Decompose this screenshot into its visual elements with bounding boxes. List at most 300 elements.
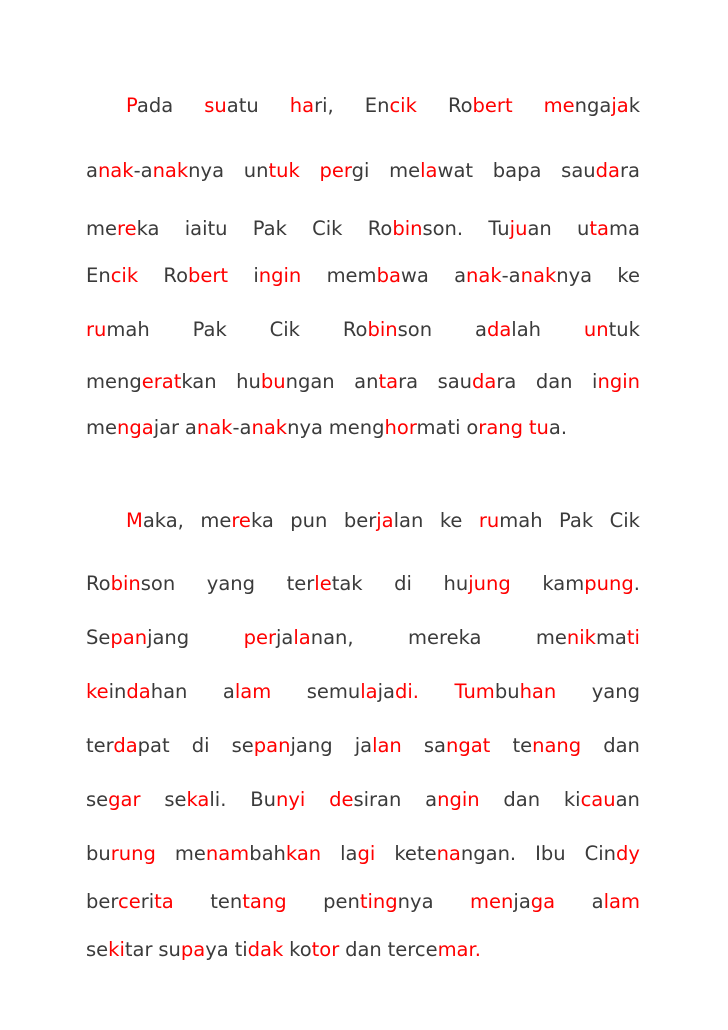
syllable: a bbox=[591, 890, 604, 913]
word bbox=[175, 838, 321, 870]
highlighted-syllable: tu bbox=[528, 416, 549, 439]
syllable: mah bbox=[106, 318, 150, 341]
word bbox=[244, 622, 354, 654]
highlighted-syllable: bu bbox=[260, 370, 286, 393]
word bbox=[503, 784, 540, 816]
syllable: Cik bbox=[269, 318, 300, 341]
syllable: tu bbox=[207, 217, 228, 240]
text-line bbox=[86, 505, 640, 537]
syllable: Ro bbox=[342, 318, 368, 341]
highlighted-syllable: ta bbox=[154, 890, 174, 913]
highlighted-syllable: la bbox=[420, 159, 438, 182]
highlighted-syllable: ta bbox=[589, 217, 609, 240]
syllable: ran bbox=[369, 788, 402, 811]
word bbox=[204, 90, 259, 122]
syllable: ka bbox=[136, 217, 160, 240]
word bbox=[617, 260, 640, 292]
syllable: ter bbox=[286, 572, 315, 595]
word bbox=[86, 314, 150, 346]
syllable: nya bbox=[287, 416, 323, 439]
syllable: ra bbox=[496, 370, 517, 393]
syllable: dan bbox=[503, 788, 541, 811]
syllable: in bbox=[108, 680, 127, 703]
syllable: ka bbox=[250, 509, 274, 532]
syllable: sa bbox=[423, 734, 446, 757]
highlighted-syllable: re bbox=[117, 217, 137, 240]
highlighted-syllable: di. bbox=[395, 680, 419, 703]
word bbox=[448, 90, 513, 122]
syllable: ber bbox=[86, 890, 118, 913]
word bbox=[343, 314, 432, 346]
highlighted-syllable: le bbox=[314, 572, 332, 595]
syllable: u bbox=[577, 217, 590, 240]
syllable: Pak bbox=[252, 217, 287, 240]
syllable: Bu bbox=[250, 788, 276, 811]
word bbox=[466, 412, 523, 444]
word bbox=[307, 676, 419, 708]
highlighted-syllable: ngin bbox=[597, 370, 640, 393]
syllable: ma bbox=[608, 217, 640, 240]
syllable: kam bbox=[542, 572, 585, 595]
word bbox=[365, 90, 417, 122]
highlighted-syllable: pan bbox=[110, 626, 148, 649]
syllable: jang bbox=[290, 734, 333, 757]
syllable: an bbox=[615, 788, 640, 811]
word bbox=[559, 505, 593, 537]
highlighted-syllable: nga bbox=[117, 416, 154, 439]
syllable: ke bbox=[394, 842, 417, 865]
syllable: meng bbox=[86, 370, 142, 393]
word bbox=[536, 622, 640, 654]
word bbox=[444, 568, 511, 600]
syllable: te bbox=[416, 842, 437, 865]
syllable: ngan. bbox=[460, 842, 517, 865]
highlighted-syllable: han bbox=[519, 680, 557, 703]
highlighted-syllable: bert bbox=[472, 94, 513, 117]
text-line bbox=[86, 934, 640, 966]
syllable: an bbox=[354, 370, 379, 393]
syllable: se bbox=[86, 938, 109, 961]
word bbox=[394, 838, 516, 870]
highlighted-syllable: ha bbox=[289, 94, 315, 117]
highlighted-syllable: cik bbox=[110, 264, 139, 287]
word bbox=[126, 90, 173, 122]
highlighted-syllable: ngin bbox=[437, 788, 480, 811]
syllable: ter bbox=[86, 734, 114, 757]
highlighted-syllable: jung bbox=[468, 572, 511, 595]
word bbox=[86, 213, 160, 245]
highlighted-syllable: nak bbox=[251, 416, 288, 439]
word bbox=[86, 622, 189, 654]
syllable: gi bbox=[351, 159, 370, 182]
highlighted-syllable: na bbox=[436, 842, 461, 865]
syllable: Ro bbox=[163, 264, 189, 287]
highlighted-syllable: pung bbox=[584, 572, 634, 595]
syllable: me bbox=[174, 842, 206, 865]
word bbox=[544, 90, 640, 122]
syllable: wat bbox=[437, 159, 474, 182]
highlighted-syllable: ka bbox=[186, 788, 210, 811]
word bbox=[327, 260, 429, 292]
word bbox=[185, 213, 228, 245]
syllable: ke bbox=[617, 264, 640, 287]
word bbox=[86, 366, 217, 398]
syllable: un bbox=[243, 159, 269, 182]
syllable: a bbox=[454, 264, 467, 287]
word bbox=[455, 676, 557, 708]
syllable: son. bbox=[422, 217, 464, 240]
syllable: nan, bbox=[310, 626, 354, 649]
highlighted-syllable: mar. bbox=[437, 938, 481, 961]
syllable: lan bbox=[393, 509, 424, 532]
syllable: -a bbox=[232, 416, 252, 439]
syllable: ko bbox=[289, 938, 312, 961]
syllable: a bbox=[86, 159, 98, 182]
word bbox=[270, 314, 300, 346]
highlighted-syllable: ngat bbox=[446, 734, 491, 757]
syllable: ra bbox=[398, 370, 419, 393]
highlighted-syllable: re bbox=[231, 509, 251, 532]
word bbox=[86, 260, 138, 292]
highlighted-syllable: hor bbox=[384, 416, 417, 439]
syllable: Ro bbox=[447, 94, 473, 117]
highlighted-syllable: tang bbox=[242, 890, 287, 913]
highlighted-syllable: ru bbox=[86, 318, 107, 341]
syllable: mati bbox=[416, 416, 461, 439]
highlighted-syllable: pan bbox=[253, 734, 291, 757]
text-line bbox=[86, 622, 640, 654]
text-line bbox=[86, 676, 640, 708]
syllable: a bbox=[184, 416, 197, 439]
highlighted-syllable: tuk bbox=[268, 159, 300, 182]
syllable: se bbox=[231, 734, 254, 757]
word bbox=[425, 784, 479, 816]
word bbox=[244, 155, 300, 187]
text-line bbox=[86, 366, 640, 398]
syllable: atu bbox=[226, 94, 259, 117]
word bbox=[290, 505, 327, 537]
word bbox=[438, 366, 517, 398]
highlighted-syllable: da bbox=[113, 734, 138, 757]
syllable: la bbox=[340, 842, 358, 865]
text-line bbox=[86, 213, 640, 245]
syllable: a bbox=[475, 318, 487, 341]
syllable: son bbox=[140, 572, 176, 595]
syllable: mu bbox=[328, 680, 361, 703]
word bbox=[235, 934, 284, 966]
syllable: tak bbox=[331, 572, 363, 595]
word bbox=[126, 505, 184, 537]
text-line bbox=[86, 886, 640, 918]
word bbox=[542, 568, 640, 600]
syllable: . bbox=[633, 572, 640, 595]
syllable: son bbox=[397, 318, 433, 341]
syllable: di bbox=[394, 572, 412, 595]
word bbox=[536, 366, 573, 398]
highlighted-syllable: lan bbox=[372, 734, 402, 757]
word bbox=[86, 676, 187, 708]
highlighted-syllable: bin bbox=[110, 572, 141, 595]
text-line bbox=[86, 90, 640, 122]
word bbox=[368, 213, 463, 245]
word bbox=[164, 784, 226, 816]
syllable: Cik bbox=[609, 509, 640, 532]
syllable: ya bbox=[205, 938, 229, 961]
syllable: Ro bbox=[86, 572, 111, 595]
syllable: ti bbox=[234, 938, 248, 961]
highlighted-syllable: men bbox=[470, 890, 514, 913]
syllable: pen bbox=[323, 890, 360, 913]
highlighted-syllable: Tum bbox=[454, 680, 495, 703]
word bbox=[529, 412, 567, 444]
word bbox=[493, 155, 542, 187]
syllable: yang bbox=[206, 572, 256, 595]
syllable: te bbox=[512, 734, 533, 757]
syllable: yang bbox=[591, 680, 640, 703]
highlighted-syllable: nak bbox=[196, 416, 233, 439]
syllable: mah bbox=[499, 509, 543, 532]
text-line bbox=[86, 838, 640, 870]
word bbox=[454, 260, 592, 292]
syllable: pun bbox=[290, 509, 328, 532]
highlighted-syllable: rung bbox=[110, 842, 156, 865]
word bbox=[592, 366, 640, 398]
word bbox=[488, 213, 551, 245]
text-line bbox=[86, 155, 640, 187]
highlighted-syllable: da bbox=[472, 370, 497, 393]
highlighted-syllable: nak bbox=[97, 159, 134, 182]
syllable: ce bbox=[414, 938, 438, 961]
word bbox=[290, 90, 334, 122]
highlighted-syllable: la bbox=[293, 626, 311, 649]
syllable: meng bbox=[328, 416, 385, 439]
word bbox=[323, 886, 433, 918]
word bbox=[236, 366, 335, 398]
syllable: dan bbox=[535, 370, 573, 393]
syllable: me bbox=[389, 159, 421, 182]
word bbox=[287, 568, 363, 600]
syllable: Pak bbox=[192, 318, 227, 341]
word bbox=[86, 934, 153, 966]
syllable: dan bbox=[345, 938, 382, 961]
highlighted-syllable: bin bbox=[367, 318, 398, 341]
word bbox=[253, 260, 301, 292]
syllable: ri bbox=[140, 890, 155, 913]
word bbox=[577, 213, 640, 245]
syllable: me bbox=[535, 626, 567, 649]
highlighted-syllable: ke bbox=[86, 680, 109, 703]
word bbox=[86, 568, 175, 600]
word bbox=[207, 568, 255, 600]
syllable: ber bbox=[343, 509, 377, 532]
word bbox=[340, 838, 375, 870]
highlighted-syllable: de bbox=[329, 788, 354, 811]
syllable: i bbox=[253, 264, 259, 287]
syllable: jar bbox=[153, 416, 180, 439]
text-line bbox=[86, 260, 640, 292]
word bbox=[475, 314, 541, 346]
syllable: mereka bbox=[407, 626, 482, 649]
highlighted-syllable: nang bbox=[532, 734, 582, 757]
syllable: ten bbox=[210, 890, 243, 913]
highlighted-syllable: lam bbox=[603, 890, 640, 913]
syllable: kan bbox=[181, 370, 217, 393]
word bbox=[603, 730, 640, 762]
syllable: se bbox=[306, 680, 329, 703]
word bbox=[312, 213, 342, 245]
syllable: tuk bbox=[608, 318, 640, 341]
word bbox=[564, 784, 640, 816]
highlighted-syllable: per bbox=[243, 626, 276, 649]
syllable: ja bbox=[275, 626, 294, 649]
highlighted-syllable: nam bbox=[205, 842, 250, 865]
syllable: bah bbox=[249, 842, 286, 865]
syllable: a bbox=[142, 509, 155, 532]
word bbox=[289, 934, 339, 966]
syllable: ja bbox=[377, 680, 395, 703]
highlighted-syllable: da bbox=[126, 680, 151, 703]
word bbox=[210, 886, 286, 918]
word bbox=[592, 676, 640, 708]
highlighted-syllable: gi bbox=[357, 842, 376, 865]
text-line bbox=[86, 412, 640, 444]
syllable: pat bbox=[137, 734, 170, 757]
word bbox=[86, 730, 170, 762]
highlighted-syllable: gar bbox=[108, 788, 141, 811]
highlighted-syllable: ti bbox=[626, 626, 640, 649]
word bbox=[535, 838, 566, 870]
highlighted-syllable: ta bbox=[378, 370, 399, 393]
word bbox=[394, 568, 412, 600]
highlighted-syllable: lam bbox=[234, 680, 272, 703]
syllable: bu bbox=[494, 680, 520, 703]
text-line bbox=[86, 730, 640, 762]
highlighted-syllable: cau bbox=[580, 788, 616, 811]
word bbox=[408, 622, 481, 654]
syllable: nya bbox=[397, 890, 434, 913]
syllable: Tu bbox=[488, 217, 510, 240]
syllable: me bbox=[200, 509, 232, 532]
word bbox=[320, 155, 370, 187]
syllable: ada bbox=[136, 94, 174, 117]
syllable: se bbox=[164, 788, 187, 811]
syllable: o bbox=[466, 416, 479, 439]
word bbox=[185, 412, 323, 444]
syllable: bapa bbox=[492, 159, 542, 182]
highlighted-syllable: da bbox=[595, 159, 620, 182]
highlighted-syllable: ce bbox=[117, 890, 141, 913]
syllable: wa bbox=[400, 264, 429, 287]
highlighted-syllable: da bbox=[486, 318, 512, 341]
syllable: dan bbox=[603, 734, 640, 757]
highlighted-syllable: pa bbox=[180, 938, 206, 961]
highlighted-syllable: ja bbox=[376, 509, 394, 532]
word bbox=[440, 505, 463, 537]
highlighted-syllable: bin bbox=[392, 217, 423, 240]
highlighted-syllable: su bbox=[204, 94, 227, 117]
highlighted-syllable: tor bbox=[311, 938, 340, 961]
syllable: En bbox=[364, 94, 390, 117]
syllable: -a bbox=[501, 264, 521, 287]
syllable: ki bbox=[563, 788, 581, 811]
highlighted-syllable: un bbox=[583, 318, 609, 341]
syllable: ke bbox=[439, 509, 463, 532]
syllable: su bbox=[158, 938, 181, 961]
highlighted-syllable: erat bbox=[141, 370, 182, 393]
word bbox=[345, 934, 382, 966]
word bbox=[355, 730, 402, 762]
word bbox=[86, 838, 156, 870]
word bbox=[479, 505, 543, 537]
syllable: mem bbox=[326, 264, 377, 287]
text-line bbox=[86, 568, 640, 600]
syllable: hu bbox=[443, 572, 469, 595]
syllable: Cik bbox=[312, 217, 343, 240]
highlighted-syllable: bert bbox=[188, 264, 229, 287]
syllable: me bbox=[86, 416, 117, 439]
syllable: Se bbox=[86, 626, 111, 649]
syllable: ka, bbox=[154, 509, 184, 532]
syllable: Ibu bbox=[535, 842, 566, 865]
syllable: k bbox=[628, 94, 640, 117]
syllable: ngan bbox=[285, 370, 335, 393]
highlighted-syllable: me bbox=[543, 94, 575, 117]
word bbox=[470, 886, 555, 918]
syllable: ter bbox=[387, 938, 415, 961]
syllable: ma bbox=[595, 626, 627, 649]
syllable: jang bbox=[147, 626, 190, 649]
highlighted-syllable: nak bbox=[466, 264, 502, 287]
word bbox=[329, 784, 401, 816]
word bbox=[163, 260, 228, 292]
syllable: a bbox=[222, 680, 235, 703]
syllable: lah bbox=[511, 318, 542, 341]
syllable: Pak bbox=[559, 509, 594, 532]
word bbox=[86, 886, 174, 918]
word bbox=[250, 784, 305, 816]
word bbox=[158, 934, 228, 966]
word bbox=[253, 213, 287, 245]
syllable: Ro bbox=[367, 217, 393, 240]
highlighted-syllable: ki bbox=[108, 938, 125, 961]
highlighted-syllable: nak bbox=[520, 264, 557, 287]
highlighted-syllable: ting bbox=[359, 890, 398, 913]
syllable: bu bbox=[86, 842, 111, 865]
syllable: li. bbox=[209, 788, 227, 811]
word bbox=[584, 314, 640, 346]
syllable: si bbox=[353, 788, 370, 811]
syllable: sau bbox=[437, 370, 473, 393]
highlighted-syllable: ju bbox=[509, 217, 528, 240]
word bbox=[200, 505, 274, 537]
syllable: an bbox=[527, 217, 552, 240]
highlighted-syllable: dak bbox=[247, 938, 284, 961]
word bbox=[193, 314, 227, 346]
syllable: ja bbox=[513, 890, 531, 913]
syllable: tar bbox=[124, 938, 153, 961]
syllable: hu bbox=[236, 370, 261, 393]
word bbox=[585, 838, 640, 870]
word bbox=[354, 366, 418, 398]
syllable: -a bbox=[133, 159, 153, 182]
highlighted-syllable: kan bbox=[285, 842, 322, 865]
word bbox=[232, 730, 333, 762]
syllable: han bbox=[150, 680, 188, 703]
highlighted-syllable: nik bbox=[566, 626, 596, 649]
text-line bbox=[86, 784, 640, 816]
word bbox=[561, 155, 640, 187]
highlighted-syllable: P bbox=[126, 94, 137, 117]
